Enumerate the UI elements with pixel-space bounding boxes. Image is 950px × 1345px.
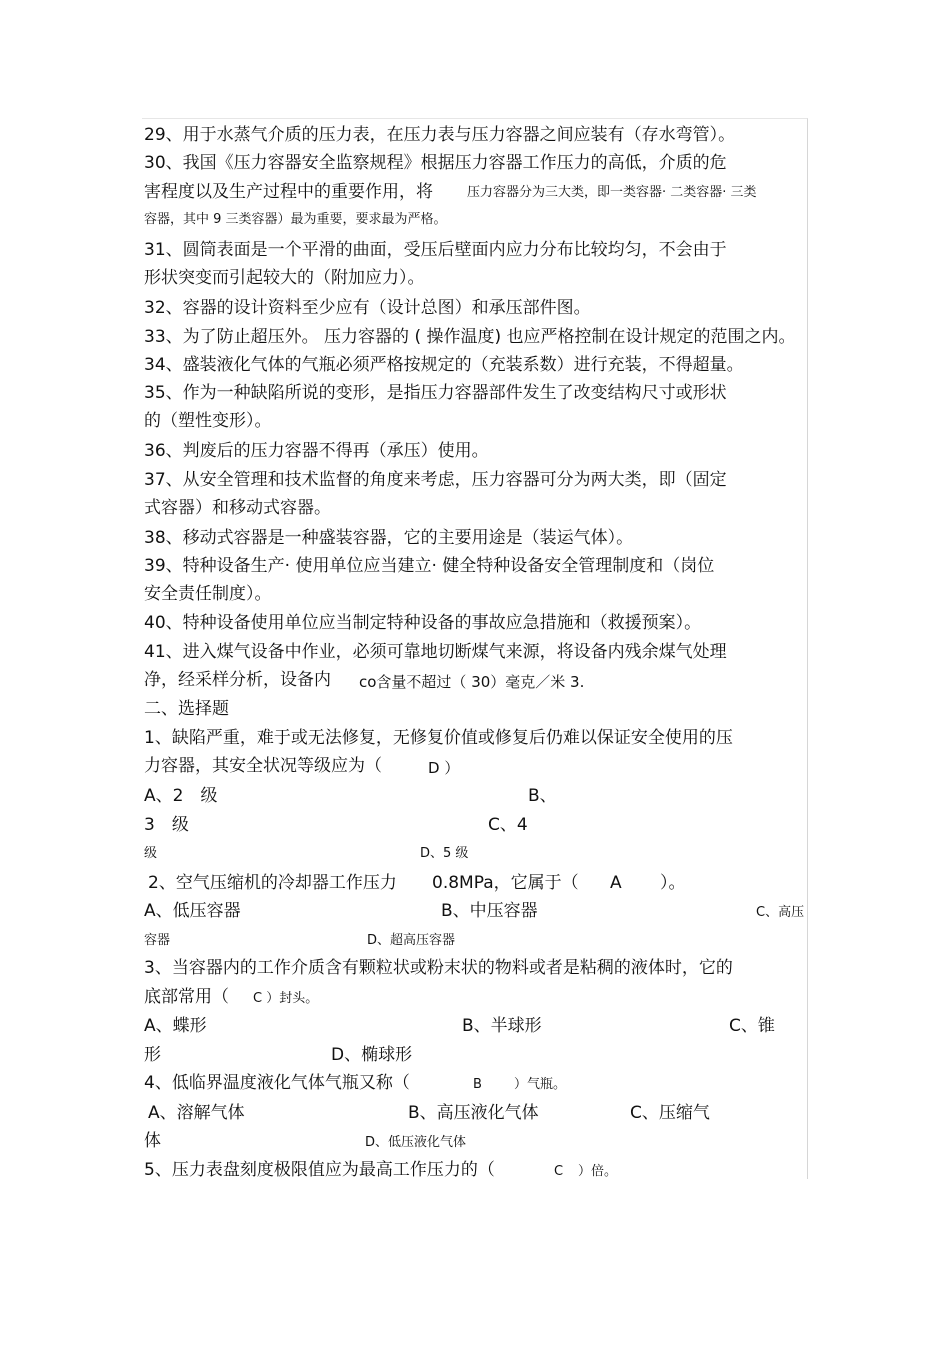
question-30-line-1: 30、我国《压力容器安全监察规程》根据压力容器工作压力的高低，介质的危 bbox=[144, 153, 727, 173]
choice-4-line-1-end: ）气瓶。 bbox=[514, 1077, 567, 1092]
question-37-line-1: 37、从安全管理和技术监督的角度来考虑，压力容器可分为两大类，即（固定 bbox=[144, 470, 727, 490]
question-39-line-2: 安全责任制度）。 bbox=[144, 584, 272, 604]
choice-2-line-1: 2、空气压缩机的冷却器工作压力 bbox=[148, 873, 397, 893]
choice-3-line-1: 3、当容器内的工作介质含有颗粒状或粉末状的物料或者是粘稠的液体时，它的 bbox=[144, 958, 733, 978]
choice-1-line-2: 力容器，其安全状况等级应为（ bbox=[144, 756, 382, 776]
choice-2-option-d: D、超高压容器 bbox=[367, 933, 456, 948]
question-30-line-3: 容器，其中 9 三类容器）最为重要，要求最为严格。 bbox=[144, 212, 447, 227]
question-33: 33、为了防止超压外。 压力容器的 ( 操作温度) 也应严格控制在设计规定的范围之内。 bbox=[144, 327, 796, 347]
choice-1-option-a: A、2 级 bbox=[144, 786, 218, 806]
choice-1-option-b: B、 bbox=[528, 786, 557, 806]
choice-3-option-a: A、蝶形 bbox=[144, 1016, 207, 1036]
question-39-line-1: 39、特种设备生产· 使用单位应当建立· 健全特种设备安全管理制度和（岗位 bbox=[144, 556, 715, 576]
question-41-line-1: 41、进入煤气设备中作业，必须可靠地切断煤气来源，将设备内残余煤气处理 bbox=[144, 642, 727, 662]
choice-3-option-d: D、椭球形 bbox=[331, 1045, 413, 1065]
question-36: 36、判废后的压力容器不得再（承压）使用。 bbox=[144, 441, 489, 461]
choice-3-answer: C ）封头。 bbox=[253, 991, 319, 1006]
choice-3-option-c: C、锥 bbox=[729, 1016, 775, 1036]
choice-3-option-c-cont: 形 bbox=[144, 1045, 161, 1065]
choice-2-line-1-end: ）。 bbox=[660, 873, 686, 893]
choice-1-answer: D ） bbox=[428, 759, 460, 777]
question-32: 32、容器的设计资料至少应有（设计总图）和承压部件图。 bbox=[144, 298, 591, 318]
question-37-line-2: 式容器）和移动式容器。 bbox=[144, 498, 331, 518]
choice-2-line-1-mid: 0.8MPa，它属于（ bbox=[432, 873, 579, 893]
choice-4-option-b: B、高压液化气体 bbox=[408, 1103, 539, 1123]
question-31-line-1: 31、圆筒表面是一个平滑的曲面，受压后壁面内应力分布比较均匀，不会由于 bbox=[144, 240, 727, 260]
question-31-line-2: 形状突变而引起较大的（附加应力）。 bbox=[144, 268, 425, 288]
choice-2-option-c: C、高压 bbox=[756, 905, 805, 920]
choice-1-option-b-cont: 3 级 bbox=[144, 815, 189, 835]
question-41-line-2: 净，经采样分析，设备内 bbox=[144, 670, 331, 690]
choice-5-line-1: 5、压力表盘刻度极限值应为最高工作压力的（ bbox=[144, 1160, 495, 1180]
question-38: 38、移动式容器是一种盛装容器，它的主要用途是（装运气体）。 bbox=[144, 528, 634, 548]
question-35-line-1: 35、作为一种缺陷所说的变形，是指压力容器部件发生了改变结构尺寸或形状 bbox=[144, 383, 727, 403]
choice-4-option-d: D、低压液化气体 bbox=[365, 1135, 467, 1150]
choice-2-option-b: B、中压容器 bbox=[441, 901, 538, 921]
choice-5-line-1-end: ）倍。 bbox=[578, 1164, 618, 1179]
choice-4-option-c: C、压缩气 bbox=[630, 1103, 710, 1123]
question-34: 34、盛装液化气体的气瓶必须严格按规定的（充装系数）进行充装，不得超量。 bbox=[144, 355, 744, 375]
section-title: 二、选择题 bbox=[144, 699, 229, 719]
choice-5-answer: C bbox=[554, 1164, 564, 1179]
question-29: 29、用于水蒸气介质的压力表，在压力表与压力容器之间应装有（存水弯管）。 bbox=[144, 125, 736, 145]
choice-4-line-1: 4、低临界温度液化气体气瓶又称（ bbox=[144, 1073, 410, 1093]
question-41-line-2-tail: co含量不超过（ 30）毫克／米 3. bbox=[359, 673, 585, 691]
choice-4-answer: B bbox=[473, 1077, 482, 1092]
choice-3-line-2: 底部常用（ bbox=[144, 987, 229, 1007]
choice-2-answer: A bbox=[610, 873, 622, 893]
question-30-line-2: 害程度以及生产过程中的重要作用，将 bbox=[144, 182, 433, 202]
choice-1-option-d: D、5 级 bbox=[420, 846, 469, 861]
choice-1-option-c: C、4 bbox=[488, 815, 528, 835]
question-30-line-2-small: 压力容器分为三大类，即一类容器· 二类容器· 三类 bbox=[467, 185, 757, 200]
choice-1-line-1: 1、缺陷严重，难于或无法修复，无修复价值或修复后仍难以保证安全使用的压 bbox=[144, 728, 733, 748]
choice-4-option-a: A、溶解气体 bbox=[148, 1103, 245, 1123]
choice-1-option-c-cont: 级 bbox=[144, 846, 158, 861]
choice-3-option-b: B、半球形 bbox=[462, 1016, 542, 1036]
question-35-line-2: 的（塑性变形）。 bbox=[144, 411, 272, 431]
choice-2-option-c-cont: 容器 bbox=[144, 933, 171, 948]
choice-2-option-a: A、低压容器 bbox=[144, 901, 241, 921]
choice-4-option-c-cont: 体 bbox=[144, 1131, 161, 1151]
question-40: 40、特种设备使用单位应当制定特种设备的事故应急措施和（救援预案）。 bbox=[144, 613, 702, 633]
